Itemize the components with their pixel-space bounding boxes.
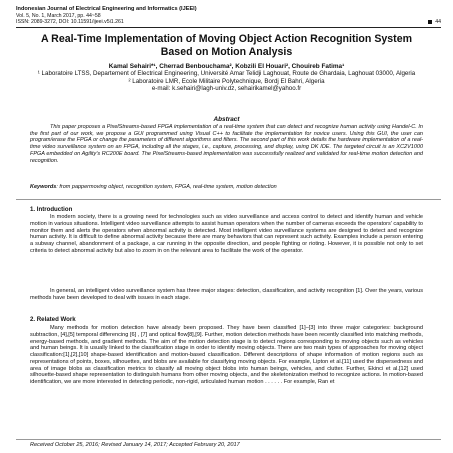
header-rule (16, 27, 441, 28)
intro-paragraph-2: In general, an intelligent video surveillance system has three major stages: detection, classification, and activity recognition [1]. Over the years, various methods have been developed to deal with issues in each stage. (30, 288, 423, 301)
author-block (30, 63, 423, 93)
journal-header (16, 6, 441, 26)
author-names: Kamal Sehairi*¹, Cherrad Benbouchama², Kobzili El Houari², Chouireb Fatima¹ (108, 63, 345, 70)
affiliation-1: ¹ Laboratoire LTSS, Departement of Electrical Engineering, Université Amar Telidji Laghouat, Route de Ghardaia, Laghouat 03000, Algeria (37, 70, 416, 78)
journal-name: Indonesian Journal of Electrical Engineering and Informatics (IJEEI) (16, 6, 197, 12)
keywords-label: Keywords (30, 184, 57, 190)
received-dates: Received October 25, 2016; Revised January 14, 2017; Accepted February 20, 2017 (30, 442, 240, 448)
journal-volume: Vol. 5, No. 1, March 2017, pp. 44~58 (16, 12, 101, 19)
affiliation-2: ² Laboratoire LMR, Ecole Militaire Polytechnique, Bordj El Bahri, Algeria (128, 77, 325, 85)
section-rule (16, 199, 441, 200)
author-email: e-mail: k.sehairi@lagh-univ.dz, sehairikamel@yahoo.fr (151, 85, 302, 93)
page-number: 44 (435, 19, 441, 26)
intro-paragraph-1: In modern society, there is a growing need for technologies such as video surveillance and access control to detect and identify human and vehicle motion in various situations. Intelligent video surveillance attempts to assist human operators when the number of cameras exceeds the operators' capability to monitor them and alerts the operators when abnormal activity is detected. Most intelligent video surveillance systems are designed to detect and recognize human activity. It is difficult to define abnormal activity because there are many behaviors that can represent such activity. Examples include a person entering a subway channel, abandonment of a package, a car running in the opposite direction, and people fighting or rioting. However, it is possible not only to set criteria to detect abnormal activity but also to zoom in on the relevant area to facilitate the work of the operator. (30, 214, 423, 254)
page-number-block (428, 19, 441, 26)
abstract-text: This paper proposes a PixelStreams-based FPGA implementation of a real-time system that can detect and recognize human activity using Handel-C. In the first part of our work, we propose a GUI programmed using Visual C++ to facilitate the implementation for novice users. Using this GUI, the user can program/erase the FPGA or change the parameters of different algorithms and filters. The second part of this work details the hardware implementation of a real-time video surveillance system on an FPGA, including all the stages, i.e., capture, processing, and display, using DK IDE. The targeted circuit is an XC2V1000 FPGA embedded on Agility's RC200E board. The PixelStreams-based implementation was successfully realized and validated for real-time motion detection and recognition. (30, 124, 423, 164)
square-bullet-icon (428, 20, 432, 24)
keywords-text: : from pappermoving object, recognition system, FPGA, real-time system, motion detection (56, 184, 277, 190)
keywords (30, 184, 423, 191)
footer-rule (16, 439, 441, 440)
related-work-heading: 2. Related Work (30, 316, 76, 323)
related-work-paragraph: Many methods for motion detection have already been proposed. They have been classified [1]–[3] into three major categories: background subtraction, [4],[5] temporal differencing [6] , [7] and optical flow[8],[9]. Further, motion detection methods have been recently classified into matching methods, energy-based methods, and gradient methods. The aim of the motion detection stage is to detect regions corresponding to moving objects such as vehicles and human beings. It is usually linked to the classification stage in order to identify moving objects. There are two main types of approaches for moving object classification:[1],[2],[10] shape-based identification and motion-based classification. Different descriptions of shape information of motion regions such as representations of points, boxes, silhouettes, and blobs are available for classifying moving objects. For example, Lipton et al.[11] used the dispersedness and area of image blobs as classification metrics to classify all moving object blobs into human beings, vehicles, and clutter. Further, Ekinci et al.[12] used silhouette-based shape representation to distinguish humans from other moving objects, and the skeletonization method to recognize actions. In motion-based identification, we are more interested in detecting periodic, non-rigid, articulated human motion . . . . . . For example, Ran et (30, 325, 423, 385)
intro-heading: 1. Introduction (30, 206, 73, 213)
abstract-heading: Abstract (213, 116, 240, 123)
journal-issn: ISSN: 2089-3272, DOI: 10.11591/ijeei.v5i1.261 (16, 19, 124, 26)
paper-title: A Real-Time Implementation of Moving Object Action Recognition System Based on Motion Analysis (40, 33, 413, 58)
